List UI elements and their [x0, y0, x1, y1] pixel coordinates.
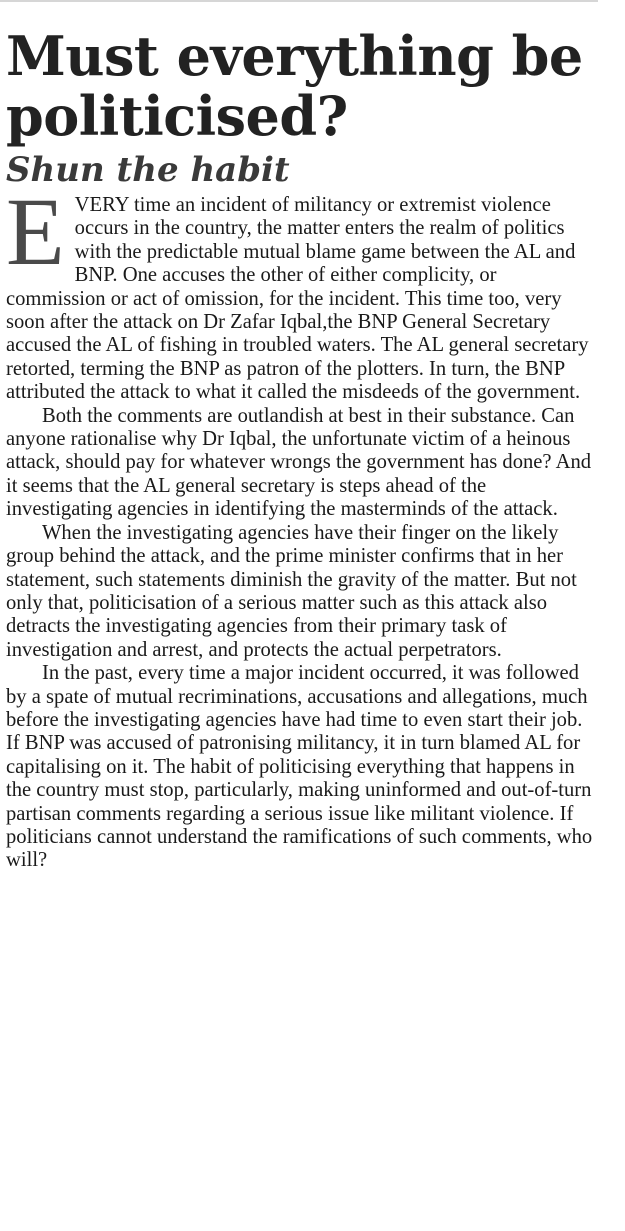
drop-cap: E [6, 178, 65, 285]
top-rule [0, 0, 598, 2]
article-body [6, 178, 596, 873]
paragraph-1 [6, 178, 596, 405]
paragraph-4: In the past, every time a major incident occurred, it was followed by a spate of mutual recriminations, accusations and allegations, much before the investigating agencies have had time to even start their job. If BNP was accused of patronising militancy, it in turn blamed AL for capitalising on it. The habit of politicising everything that happens in the country must stop, particularly, making uninformed and out-of-turn partisan comments regarding a serious issue like militant violence. If politicians cannot understand the ramifications of such comments, who will? [6, 662, 593, 872]
paragraph-3: When the investigating agencies have their finger on the likely group behind the attack, and the prime minister confirms that in her statement, such statements diminish the gravity of the matter. But not only that, politicisation of a serious matter such as this attack also detracts the investigating agencies from their primary task of investigation and arrest, and protects the actual perpetrators. [6, 521, 577, 661]
editorial-article [6, 26, 596, 873]
paragraph-1-text: VERY time an incident of militancy or extremist violence occurs in the country, the matter enters the realm of politics with the predictable mutual blame game between the AL and BNP. One accuses the other of either complicity, or commission or act of omission, for the incident. This time too, very soon after the attack on Dr Zafar Iqbal,the BNP General Secretary accused the AL of fishing in troubled waters. The AL general secretary retorted, terming the BNP as patron of the plotters. In turn, the BNP attributed the attack to what it called the misdeeds of the government. [6, 194, 589, 404]
kicker-subheading: Shun the habit [6, 150, 290, 190]
paragraph-2: Both the comments are outlandish at best in their substance. Can anyone rationalise why Dr Iqbal, the unfortunate victim of a heinous attack, should pay for whatever wrongs the government has done? And it seems that the AL general secretary is steps ahead of the investigating agencies in identifying the masterminds of the attack. [6, 404, 592, 521]
headline: Must everything be politicised? [6, 24, 583, 148]
